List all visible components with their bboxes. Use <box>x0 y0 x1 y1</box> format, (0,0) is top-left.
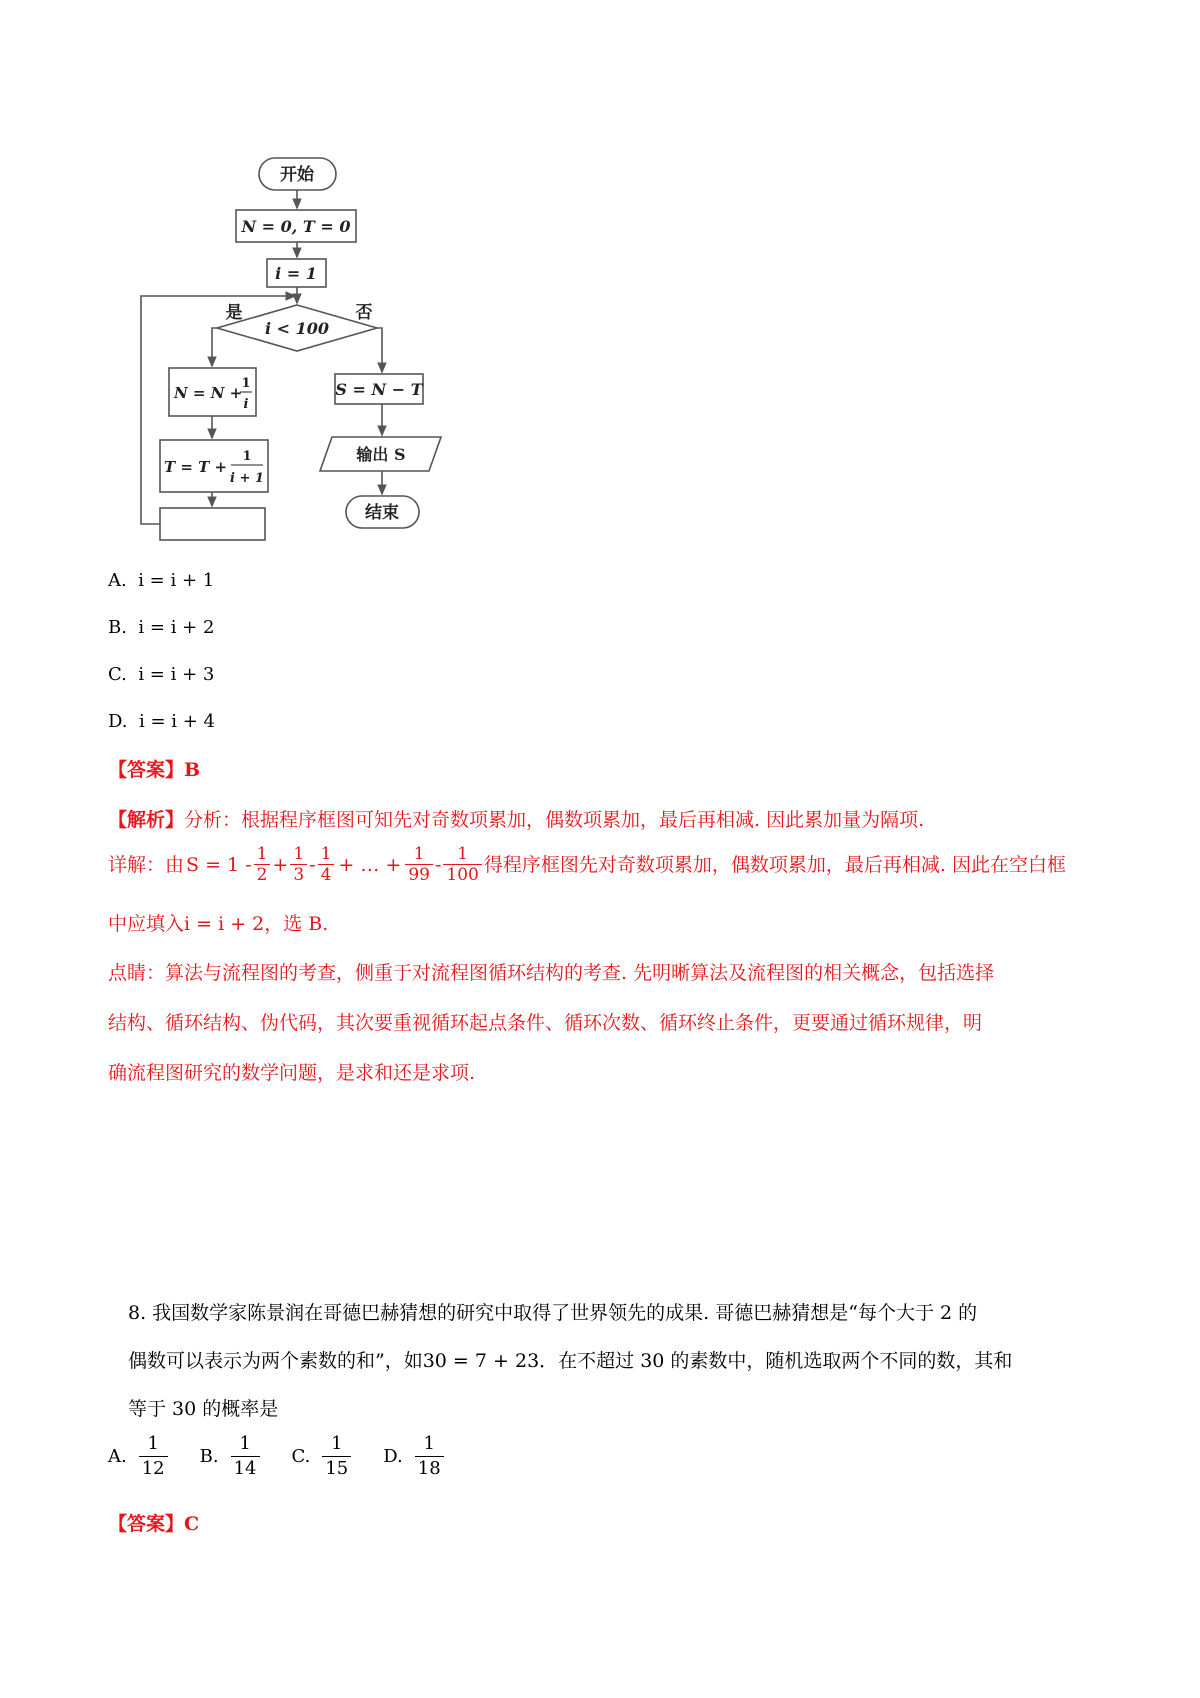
frac-num: 1 <box>147 1433 159 1454</box>
frac-den: 2 <box>254 864 271 885</box>
option-text: i = i + 2 <box>138 617 215 638</box>
comment-text: 确流程图研究的数学问题，是求和还是求项. <box>108 1062 476 1084</box>
step-t-lhs: T = T + <box>164 458 228 476</box>
detail-prefix: 详解：由 <box>108 853 185 876</box>
step-t-den: i + 1 <box>230 471 264 486</box>
frac-den: 14 <box>231 1456 260 1481</box>
frac-den: 99 <box>405 864 433 885</box>
step-n-lhs: N = N + <box>174 384 243 402</box>
option-fraction <box>231 1432 260 1481</box>
answer-tag: 【答案】 <box>108 1513 185 1535</box>
q8-option-d <box>383 1432 445 1481</box>
q7-analysis <box>108 808 924 832</box>
option-letter: D. <box>383 1446 403 1467</box>
detail-suffix: 得程序框图先对奇数项累加，偶数项累加，最后再相减. 因此在空白框 <box>483 853 1066 876</box>
init-label: N = 0, T = 0 <box>241 217 351 236</box>
yes-label: 是 <box>225 303 243 323</box>
formula-frac-3 <box>318 844 335 885</box>
formula-frac-2 <box>290 844 307 885</box>
q7-option-d <box>108 711 215 732</box>
answer-tag: 【答案】 <box>108 759 185 781</box>
step-n-den: i <box>243 397 249 412</box>
end-label: 结束 <box>365 503 399 523</box>
stem-text: 偶数可以表示为两个素数的和”，如30 = 7 + 23．在不超过 30 的素数中，随机选取两个不同的数，其和 <box>128 1350 1013 1372</box>
frac-den: 3 <box>290 864 307 885</box>
step-n-num: 1 <box>241 376 251 391</box>
output-label: 输出 S <box>356 445 406 464</box>
option-text: i = i + 3 <box>138 664 215 685</box>
frac-num: 1 <box>320 844 332 864</box>
analysis-text: 分析：根据程序框图可知先对奇数项累加，偶数项累加，最后再相减. 因此累加量为隔项. <box>184 809 925 831</box>
frac-num: 1 <box>331 1433 343 1454</box>
formula-op: + … + <box>338 853 402 876</box>
option-letter: A. <box>108 1446 127 1467</box>
option-text: i = i + 1 <box>138 570 215 591</box>
frac-den: 4 <box>318 864 335 885</box>
comment-text: 点睛：算法与流程图的考查，侧重于对流程图循环结构的考查. 先明晰算法及流程图的相关概念，包括选择 <box>108 962 995 984</box>
no-label: 否 <box>355 303 373 323</box>
analysis-tag: 【解析】 <box>108 809 185 831</box>
frac-num: 1 <box>256 844 268 864</box>
frac-num: 1 <box>423 1433 435 1454</box>
q7-detail-line1 <box>108 844 1066 885</box>
q7-comment-line2 <box>108 1011 982 1035</box>
q7-answer <box>108 758 200 782</box>
answer-value: C <box>184 1513 200 1535</box>
formula-frac-4 <box>405 844 433 885</box>
formula-frac-1 <box>254 844 271 885</box>
q8-stem-line1 <box>128 1301 977 1325</box>
q8-stem-line3 <box>128 1397 278 1421</box>
option-letter: C. <box>108 664 127 685</box>
q8-stem-line2 <box>128 1349 1012 1373</box>
q7-option-c <box>108 664 214 685</box>
step-t-num: 1 <box>242 449 252 464</box>
option-letter: C. <box>291 1446 311 1467</box>
frac-num: 1 <box>413 844 425 864</box>
option-letter: B. <box>199 1446 219 1467</box>
option-letter: A. <box>108 570 127 591</box>
option-fraction <box>139 1432 168 1481</box>
q7-option-a <box>108 570 214 591</box>
q7-comment-line3 <box>108 1061 475 1085</box>
formula-op: - <box>309 853 316 876</box>
option-fraction <box>415 1432 444 1481</box>
frac-num: 1 <box>457 844 469 864</box>
q8-option-b <box>200 1432 262 1481</box>
comment-text: 结构、循环结构、伪代码，其次要重视循环起点条件、循环次数、循环终止条件，更要通过循环规律，明 <box>108 1012 983 1034</box>
option-text: i = i + 4 <box>138 711 215 732</box>
init-i-label: i = 1 <box>275 264 317 283</box>
answer-value: B <box>184 759 201 781</box>
frac-num: 1 <box>293 844 305 864</box>
q8-answer <box>108 1512 199 1536</box>
frac-den: 12 <box>139 1456 168 1481</box>
q8-option-c <box>292 1432 354 1481</box>
blank-box <box>160 508 265 540</box>
frac-num: 1 <box>239 1433 251 1454</box>
stem-text: 8. 我国数学家陈景润在哥德巴赫猜想的研究中取得了世界领先的成果. 哥德巴赫猜想是“每个大于 2 的 <box>128 1302 978 1324</box>
formula-op: + <box>272 853 289 876</box>
frac-den: 100 <box>443 864 481 885</box>
flowchart <box>0 0 1200 560</box>
formula-s: S = 1 - <box>186 853 252 876</box>
q7-comment-line1 <box>108 961 994 985</box>
q8-options <box>108 1432 446 1481</box>
q7-detail-line2 <box>108 912 328 936</box>
detail-line2-text: 中应填入i = i + 2，选 B. <box>108 913 329 935</box>
q7-option-b <box>108 617 214 638</box>
frac-den: 15 <box>322 1456 351 1481</box>
option-fraction <box>322 1432 351 1481</box>
stem-text: 等于 30 的概率是 <box>128 1398 279 1420</box>
q8-option-a <box>108 1432 170 1481</box>
formula-frac-5 <box>443 844 481 885</box>
frac-den: 18 <box>415 1456 444 1481</box>
condition-label: i < 100 <box>264 319 330 338</box>
start-label: 开始 <box>280 165 314 185</box>
option-letter: D. <box>108 711 128 732</box>
formula-op: - <box>434 853 442 876</box>
s-assign-label: S = N − T <box>335 380 423 399</box>
option-letter: B. <box>108 617 127 638</box>
